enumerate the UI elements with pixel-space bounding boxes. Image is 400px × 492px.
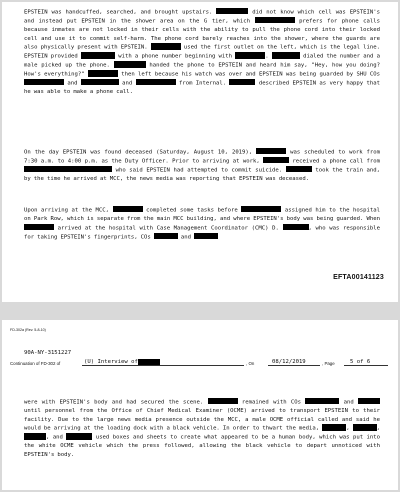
text-run: assigned him to the hospital on Park Row, which is separate from the main MCC building, and where EPSTEIN's body was being guarded. When [24,207,380,222]
redaction-box [136,79,176,85]
text-run: and [177,233,195,240]
redaction-box [24,166,112,172]
text-run: , [376,425,381,432]
redaction-box [66,433,92,439]
text-run: were with EPSTEIN's body and had secured the scene. [24,399,208,406]
text-run: and [64,80,81,87]
redaction-box [235,52,265,58]
redaction-box [241,206,281,212]
text-run: remained with COs [237,399,306,406]
underline [268,365,320,366]
paragraph-shower-phone-call [24,8,380,97]
bates-number: EFTA00141123 [333,274,384,281]
text-run: and [339,399,358,406]
text-run: dialed the number and a male picked up the phone. [24,53,381,69]
redaction-box [358,398,380,404]
form-code [10,328,46,332]
text-run: handed the phone to EPSTEIN and heard him say, "Hey, how you doing? How's everything?" [24,62,380,78]
text-run: EPSTEIN was handcuffed, searched, and brought upstairs. [24,9,217,16]
redaction-box [114,61,146,67]
document-page-1 [2,2,398,302]
redaction-box [151,43,181,49]
redaction-box [208,398,238,404]
redaction-box [256,148,286,154]
file-number: 90A-NY-3151227 [24,350,72,356]
redaction-box [81,52,115,58]
text-run: used boxes and sheets to create what appeared to be a human body, which was put into the white OCME vehicle which the press followed, allowing the black vehicle to depart unnoticed with EPSTEIN's body. [24,434,380,458]
text-run: took the train and, by the time he arrived at MCC, the news media was reporting that EPSTEIN was deceased. [24,167,380,182]
redaction-box [113,206,143,212]
text-run: , [346,425,353,432]
text-run: was scheduled to work from 7:30 a.m. to 4:00 p.m. as the Duty Officer. Prior to arriving at work, [24,149,380,165]
text-run: arrived at the hospital with Case Management Coordinator (CMC) D. [54,224,283,231]
redaction-box [216,8,248,14]
redaction-box [81,79,119,85]
paragraph-arriving-at-mcc [24,206,380,242]
underline [82,365,244,366]
redaction-box [353,424,377,430]
redaction-box [305,398,339,404]
page-number: 5 of 6 [350,359,371,365]
redaction-box [194,233,218,239]
paragraph-day-found-deceased [24,148,380,184]
underline [344,365,388,366]
redaction-box [24,79,64,85]
redaction-box [272,52,300,58]
text-run: from Internal. [175,80,230,87]
text-run: Upon arriving at the MCC, [24,207,113,214]
text-run: completed some tasks before [142,207,242,214]
redaction-box [263,157,289,163]
text-run: , and [46,434,67,441]
text-run: who said EPSTEIN had attempted to commit suicide. [112,167,286,174]
redaction-box [154,233,178,239]
text-run: with a phone number beginning with [114,53,236,60]
text-run: described EPSTEIN as very happy that he was able to make a phone call. [24,80,380,96]
document-page-2 [2,320,398,490]
redaction-box [229,79,255,85]
text-run: received a phone call from [289,158,380,165]
text-run: then left because his watch was over and EPSTEIN was being guarded by SHU COs [117,71,381,78]
text-run: and [118,80,136,87]
text-run: did not know which cell was EPSTEIN's and instead put EPSTEIN in the shower area on the G tier, which [24,9,380,25]
form-code-line: FD-302a (Rev. 5-8-10) [10,328,46,332]
interview-subject: (U) Interview of [84,359,138,365]
on-label: , On [246,361,255,366]
text-run: prefers for phone calls because inmates are not locked in their cells with the ability to pull the phone cord into their locked cell and use it to commit self-harm. The phone cord barely reaches into the shower, where the guards are also physically present with EPSTEIN. [24,18,380,51]
redaction-box [322,424,346,430]
redaction-box [88,70,118,76]
redaction-box [24,224,54,230]
text-run: . [265,53,272,60]
continuation-label: Continuation of FD-302 of [10,361,61,366]
redaction-box [24,433,46,439]
text-run: used the first outlet on the left, which is the legal line. EPSTEIN provided [24,44,380,60]
paragraph-ocme-transport [24,398,380,459]
redaction-box [286,166,312,172]
text-run: until personnel from the Office of Chief Medical Examiner (OCME) arrived to transport EPSTEIN to their facility. Due to the large news media presence outside the MCC, a male OCME official called and said he would be arriving at the loading dock with a black vehicle. In order to thwart the media, [24,407,380,432]
text-run: On the day EPSTEIN was found deceased (Saturday, August 10, 2019), [24,149,257,156]
text-run: , who was responsible for taking EPSTEIN's fingerprints, COs [24,224,380,240]
redaction-box [283,224,309,230]
page-label: , Page [322,361,335,366]
redaction-box [255,17,295,23]
interview-date: 08/12/2019 [272,359,306,365]
